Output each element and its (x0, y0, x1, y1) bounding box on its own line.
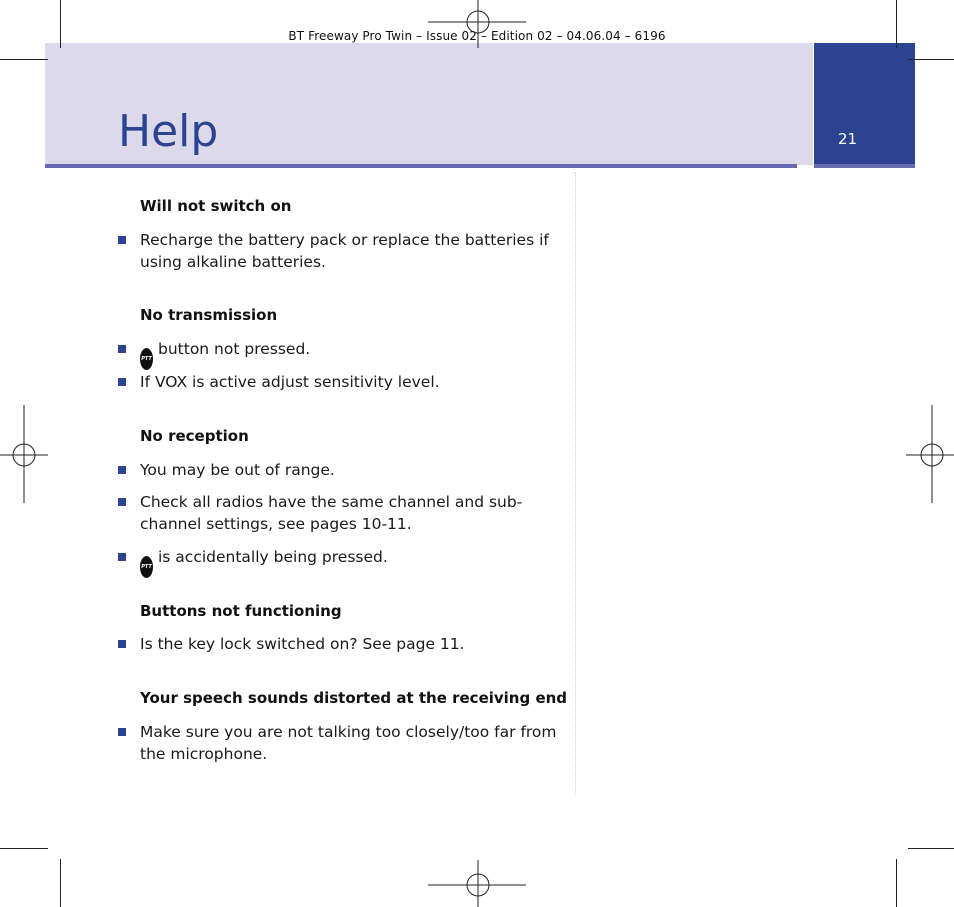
page-number: 21 (838, 130, 858, 148)
crop-mark-bottom-left (60, 859, 61, 907)
section-heading-speech-distorted: Your speech sounds distorted at the receiving end (140, 689, 568, 707)
bullet-square-icon (118, 345, 126, 353)
list-item (118, 459, 558, 481)
bullet-square-icon (118, 466, 126, 474)
list-item (118, 491, 558, 535)
bullet-square-icon (118, 236, 126, 244)
registration-mark-bottom-icon (428, 860, 528, 907)
page-number-band (814, 43, 915, 165)
page-title: Help (118, 106, 219, 157)
list-item-text: You may be out of range. (140, 461, 335, 479)
list-item (118, 338, 558, 370)
bullet-square-icon (118, 378, 126, 386)
list-item-text: Recharge the battery pack or replace the batteries if using alkaline batteries. (140, 231, 549, 271)
ptt-button-icon: PTT (140, 556, 153, 578)
list-item-text: Check all radios have the same channel and sub-channel settings, see pages 10-11. (140, 493, 523, 533)
page-number-underline (814, 164, 915, 168)
crop-mark-top-right (896, 0, 897, 48)
ptt-button-icon: PTT (140, 348, 153, 370)
registration-mark-top-icon (428, 0, 528, 48)
list-item (118, 546, 558, 578)
crop-mark-top-left (0, 59, 48, 60)
section-heading-buttons-not-functioning: Buttons not functioning (140, 602, 342, 620)
title-underline (45, 164, 797, 168)
list-item-text: Make sure you are not talking too closely/too far from the microphone. (140, 723, 557, 763)
bullet-square-icon (118, 553, 126, 561)
list-item-text: Is the key lock switched on? See page 11. (140, 635, 465, 653)
crop-mark-bottom-left (0, 848, 48, 849)
list-item (118, 371, 558, 393)
bullet-square-icon (118, 728, 126, 736)
registration-mark-right-icon (906, 405, 954, 505)
list-item-text: button not pressed. (158, 340, 311, 358)
bullet-square-icon (118, 640, 126, 648)
bullet-square-icon (118, 498, 126, 506)
print-header: BT Freeway Pro Twin – Issue 02 – Edition 02 – 04.06.04 – 6196 (288, 29, 666, 43)
crop-mark-bottom-right (908, 848, 954, 849)
section-heading-no-reception: No reception (140, 427, 249, 445)
list-item-text: If VOX is active adjust sensitivity level. (140, 373, 440, 391)
crop-mark-top-left (60, 0, 61, 48)
list-item-text: is accidentally being pressed. (158, 548, 388, 566)
registration-mark-left-icon (0, 405, 48, 505)
section-heading-no-transmission: No transmission (140, 306, 278, 324)
list-item (118, 633, 558, 655)
crop-mark-top-right (908, 59, 954, 60)
crop-mark-bottom-right (896, 859, 897, 907)
section-heading-will-not-switch-on: Will not switch on (140, 197, 292, 215)
list-item (118, 721, 558, 765)
column-divider (575, 172, 576, 794)
list-item (118, 229, 558, 273)
